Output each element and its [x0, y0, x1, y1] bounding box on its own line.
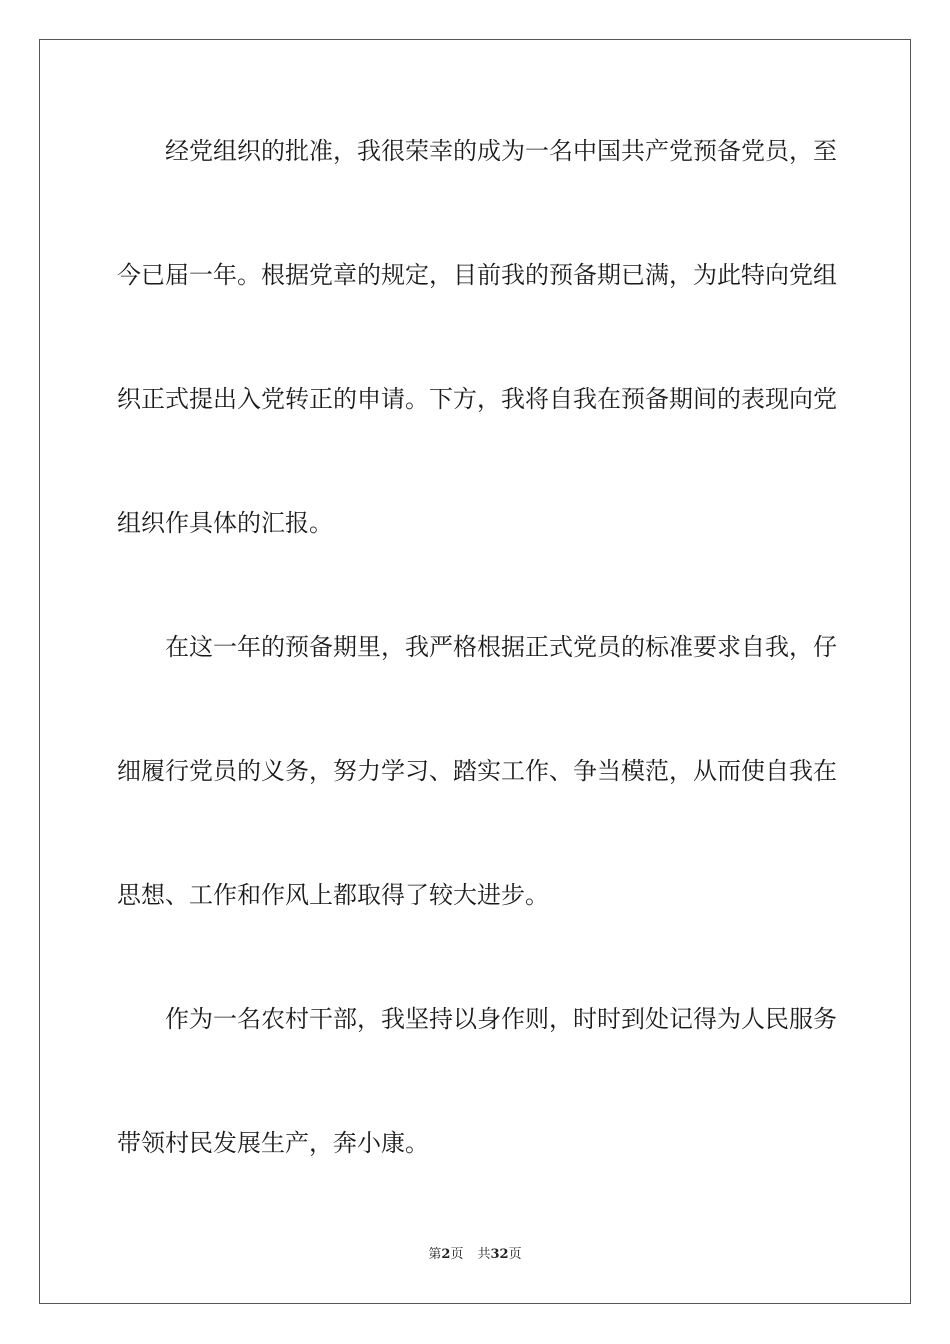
- paragraph-1-line-3: 织正式提出入党转正的申请。下方，我将自我在预备期间的表现向党: [117, 385, 837, 413]
- total-suffix: 页: [508, 1247, 522, 1262]
- page-suffix: 页: [450, 1247, 464, 1262]
- paragraph-1-line-4: 组织作具体的汇报。: [117, 509, 333, 537]
- paragraph-1-line-2: 今已届一年。根据党章的规定，目前我的预备期已满，为此特向党组: [117, 261, 837, 289]
- paragraph-2-line-1: 在这一年的预备期里，我严格根据正式党员的标准要求自我，仔: [165, 633, 837, 661]
- page-number: 2: [441, 1247, 451, 1262]
- page-prefix: 第: [428, 1247, 442, 1262]
- page-footer: [0, 1246, 950, 1264]
- paragraph-3-line-2: 带领村民发展生产，奔小康。: [117, 1129, 429, 1157]
- page-border: [39, 39, 911, 1304]
- paragraph-1-line-1: 经党组织的批准，我很荣幸的成为一名中国共产党预备党员，至: [165, 137, 837, 165]
- paragraph-3-line-1: 作为一名农村干部，我坚持以身作则，时时到处记得为人民服务: [165, 1005, 837, 1033]
- paragraph-2-line-3: 思想、工作和作风上都取得了较大进步。: [117, 881, 549, 909]
- paragraph-2-line-2: 细履行党员的义务，努力学习、踏实工作、争当模范，从而使自我在: [117, 757, 837, 785]
- total-pages: 32: [490, 1247, 509, 1262]
- total-prefix: 共: [477, 1247, 491, 1262]
